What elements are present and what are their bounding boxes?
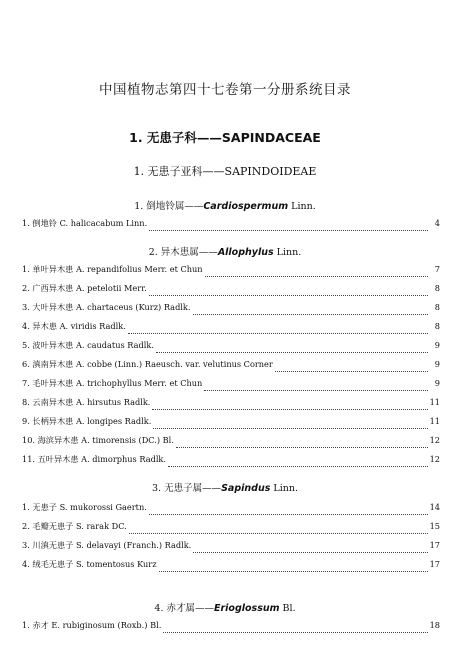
entry-text: 10. 海滨异木患 A. timorensis (DC.) Bl. (22, 435, 174, 445)
entry-list-erioglossum (22, 620, 440, 639)
leader-dots (152, 409, 427, 410)
entry-page: 9 (434, 340, 440, 350)
toc-entry[interactable] (22, 397, 440, 416)
genus-heading-cardiospermum (0, 198, 450, 212)
entry-text: 3. 川滇无患子 S. delavayi (Franch.) Radlk. (22, 540, 192, 550)
genus-heading-cn: 4. 赤才属—— (154, 603, 214, 614)
genus-heading-sapindus (0, 480, 450, 494)
genus-heading-cn: 3. 无患子属—— (151, 483, 222, 494)
entry-page: 15 (429, 521, 440, 531)
leader-dots (193, 552, 427, 553)
entry-page: 17 (429, 540, 440, 550)
genus-heading-erioglossum (0, 600, 450, 614)
leader-dots (275, 371, 428, 372)
entry-text: 1. 赤才 E. rubiginosum (Roxb.) Bl. (22, 620, 162, 630)
entry-text: 1. 无患子 S. mukorossi Gaertn. (22, 502, 147, 512)
leader-dots (149, 230, 428, 231)
entry-text: 11. 五叶异木患 A. dimorphus Radlk. (22, 454, 166, 464)
entry-text: 2. 广西异木患 A. petelotii Merr. (22, 283, 147, 293)
entry-text: 8. 云南异木患 A. hirsutus Radlk. (22, 397, 151, 407)
leader-dots (153, 428, 427, 429)
toc-entry[interactable] (22, 454, 440, 473)
entry-text: 5. 波叶异木患 A. caudatus Radlk. (22, 340, 154, 350)
entry-page: 9 (434, 378, 440, 388)
genus-heading-author: Linn. (273, 247, 302, 258)
entry-text: 7. 毛叶异木患 A. trichophyllus Merr. et Chun (22, 378, 203, 388)
entry-page: 9 (434, 359, 440, 369)
entry-list-allophylus (22, 264, 440, 473)
entry-list-sapindus (22, 502, 440, 578)
leader-dots (176, 447, 428, 448)
toc-entry[interactable] (22, 283, 440, 302)
toc-entry[interactable] (22, 521, 440, 540)
toc-entry[interactable] (22, 559, 440, 578)
entry-text: 9. 长柄异木患 A. longipes Radlk. (22, 416, 152, 426)
entry-page: 14 (429, 502, 440, 512)
entry-page: 12 (429, 435, 440, 445)
toc-entry[interactable] (22, 416, 440, 435)
genus-heading-latin: Cardiospermum (203, 201, 289, 212)
entry-page: 4 (434, 218, 440, 228)
leader-dots (204, 390, 428, 391)
entry-text: 4. 绒毛无患子 S. tomentosus Kurz (22, 559, 157, 569)
entry-page: 11 (429, 416, 440, 426)
entry-text: 6. 滇南异木患 A. cobbe (Linn.) Raeusch. var. velutinus Corner (22, 359, 273, 369)
genus-heading-author: Linn. (288, 201, 316, 212)
entry-text: 1. 倒地铃 C. halicacabum Linn. (22, 218, 148, 228)
entry-page: 8 (434, 283, 440, 293)
genus-heading-allophylus (0, 244, 450, 258)
entry-page: 8 (434, 302, 440, 312)
entry-page: 17 (429, 559, 440, 569)
toc-entry[interactable] (22, 264, 440, 283)
entry-text: 1. 单叶异木患 A. repandifolius Merr. et Chun (22, 264, 203, 274)
entry-text: 2. 毛瓣无患子 S. rarak DC. (22, 521, 127, 531)
genus-heading-latin: Sapindus (221, 483, 271, 494)
entry-list-cardiospermum (22, 218, 440, 237)
toc-entry[interactable] (22, 340, 440, 359)
toc-entry[interactable] (22, 302, 440, 321)
leader-dots (159, 571, 428, 572)
toc-entry[interactable] (22, 359, 440, 378)
genus-heading-cn: 1. 倒地铃属—— (134, 201, 204, 212)
toc-entry[interactable] (22, 218, 440, 237)
toc-entry[interactable] (22, 378, 440, 397)
subfamily-heading: 1. 无患子亚科——SAPINDOIDEAE (133, 165, 317, 178)
leader-dots (205, 276, 428, 277)
leader-dots (149, 514, 428, 515)
family-heading: 1. 无患子科——SAPINDACEAE (129, 130, 321, 145)
entry-page: 12 (429, 454, 440, 464)
leader-dots (156, 352, 428, 353)
genus-heading-cn: 2. 异木患属—— (148, 247, 218, 258)
entry-text: 4. 异木患 A. viridis Radlk. (22, 321, 126, 331)
genus-heading-author: Bl. (279, 603, 296, 614)
page-title: 中国植物志第四十七卷第一分册系统目录 (99, 82, 351, 98)
leader-dots (128, 333, 428, 334)
leader-dots (193, 314, 429, 315)
entry-page: 18 (429, 620, 440, 630)
toc-entry[interactable] (22, 502, 440, 521)
genus-heading-author: Linn. (270, 483, 298, 494)
leader-dots (163, 632, 427, 633)
entry-page: 11 (429, 397, 440, 407)
entry-page: 7 (434, 264, 440, 274)
leader-dots (129, 533, 428, 534)
leader-dots (168, 466, 428, 467)
toc-entry[interactable] (22, 435, 440, 454)
toc-entry[interactable] (22, 321, 440, 340)
genus-heading-latin: Erioglossum (214, 603, 280, 614)
leader-dots (149, 295, 428, 296)
genus-heading-latin: Allophylus (217, 247, 274, 258)
entry-text: 3. 大叶异木患 A. chartaceus (Kurz) Radlk. (22, 302, 191, 312)
toc-entry[interactable] (22, 540, 440, 559)
toc-entry[interactable] (22, 620, 440, 639)
entry-page: 8 (434, 321, 440, 331)
